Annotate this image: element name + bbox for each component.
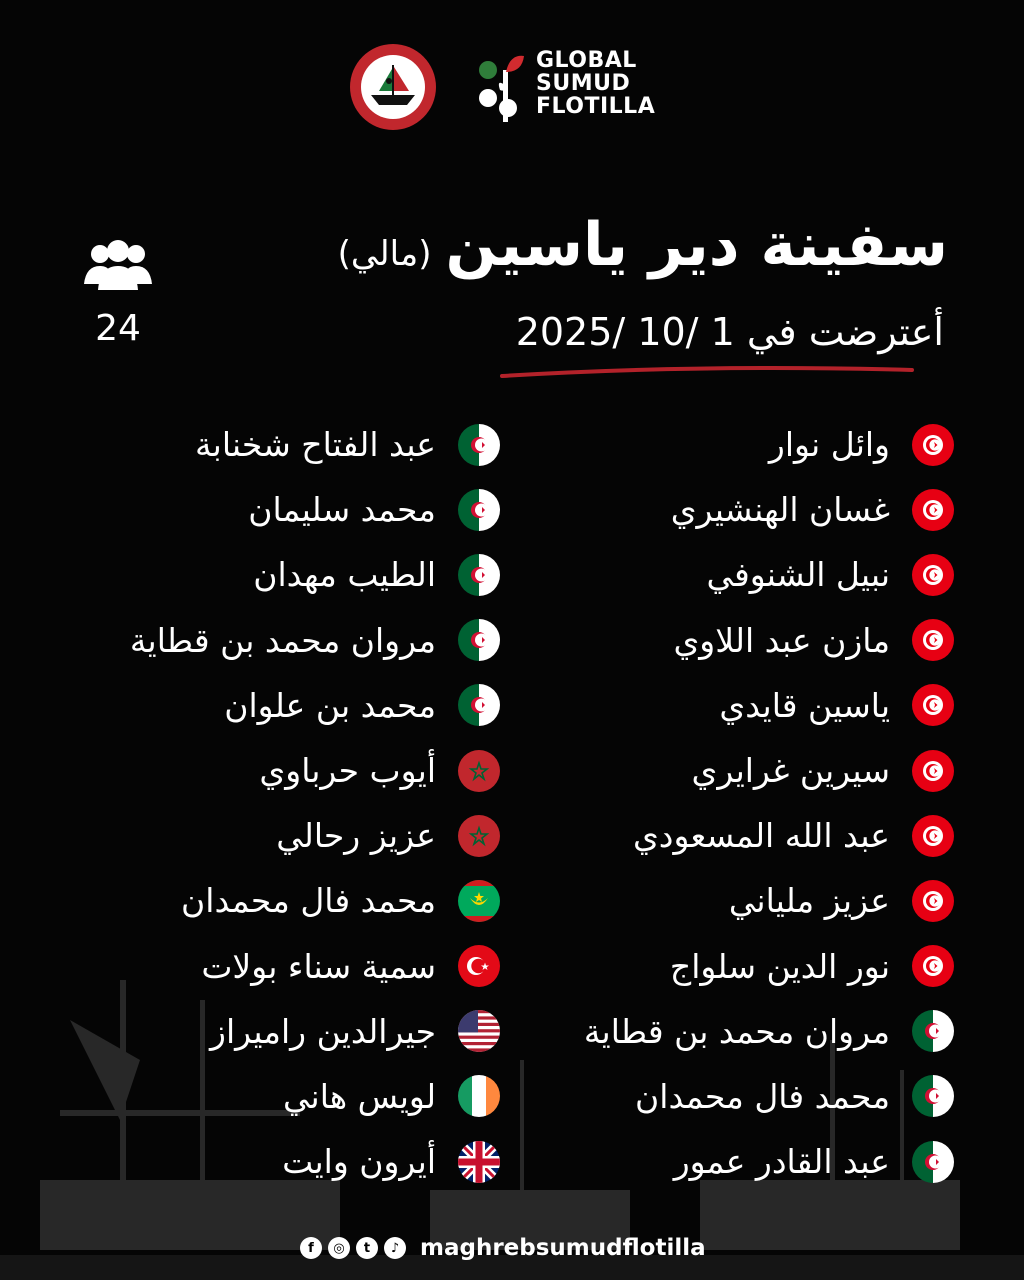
uk-flag-icon [458,1141,500,1183]
crew-member-row [484,803,954,868]
crew-member-name: نبيل الشنوفي [706,555,890,595]
date-underline-stroke [500,362,915,380]
tiktok-icon[interactable]: ♪ [384,1237,406,1259]
algeria-flag-icon [458,554,500,596]
crew-member-row [90,934,500,999]
crew-member-name: جيرالدين راميراز [210,1011,436,1051]
morocco-flag-icon [458,750,500,792]
crew-member-row [90,1064,500,1129]
crew-member-row [484,999,954,1064]
morocco-flag-icon [458,815,500,857]
crew-member-row [90,477,500,542]
crew-member-row [90,673,500,738]
mauritania-flag-icon [458,880,500,922]
tunisia-flag-icon [912,945,954,987]
crew-member-row [90,608,500,673]
tunisia-flag-icon [912,619,954,661]
tunisia-flag-icon [912,554,954,596]
crew-member-name: لويس هاني [283,1076,436,1116]
crew-member-row [484,1064,954,1129]
crew-member-name: مروان محمد بن قطاية [583,1011,890,1051]
algeria-flag-icon [458,489,500,531]
crew-member-name: محمد سليمان [248,490,436,530]
algeria-flag-icon [912,1010,954,1052]
participant-count: 24 [95,308,141,349]
crew-member-row [90,803,500,868]
crew-member-name: أيرون وايت [282,1142,436,1182]
crew-member-row [484,868,954,933]
facebook-icon[interactable]: f [300,1237,322,1259]
twitter-icon[interactable]: t [356,1237,378,1259]
page-title [338,210,948,280]
crew-member-row [484,477,954,542]
crew-member-name: مازن عبد اللاوي [673,620,890,660]
crew-member-name: عبد القادر عمور [673,1142,890,1182]
footer [300,1230,706,1266]
tunisia-flag-icon [912,424,954,466]
algeria-flag-icon [458,424,500,466]
usa-flag-icon [458,1010,500,1052]
crew-member-row [484,542,954,607]
algeria-flag-icon [912,1075,954,1117]
tunisia-flag-icon [912,489,954,531]
crew-member-name: الطيب مهدان [253,555,436,595]
crew-member-row [90,999,500,1064]
crew-member-row [90,542,500,607]
tunisia-flag-icon [912,750,954,792]
algeria-flag-icon [912,1141,954,1183]
crew-member-name: محمد فال محمدان [181,881,436,921]
crew-member-name: وائل نوار [768,425,890,465]
crew-member-name: نور الدين سلواج [669,946,890,986]
crew-member-row [484,608,954,673]
ireland-flag-icon [458,1075,500,1117]
crew-member-name: أيوب حرباوي [259,751,436,791]
crew-member-name: ياسين قايدي [719,685,890,725]
crew-member-row [90,1129,500,1194]
ship-flag-country: (مالي) [337,234,432,274]
maghreb-flotilla-logo [349,43,437,131]
interception-date: أعترضت في 1 /10 /2025 [515,310,944,354]
crew-list-left [90,412,500,1194]
algeria-flag-icon [458,684,500,726]
crew-member-row [484,1129,954,1194]
tunisia-flag-icon [912,684,954,726]
brand-wordmark [536,50,655,119]
crew-member-name: مروان محمد بن قطاية [129,620,436,660]
ship-name: سفينة دير ياسين [445,210,948,280]
turkey-flag-icon [458,945,500,987]
crew-member-row [90,412,500,477]
crew-list-right [484,412,954,1194]
crew-member-row [484,412,954,477]
brand-line-3: FLOTILLA [536,94,656,119]
brand-line-2: SUMUD [536,71,631,96]
social-handle[interactable]: maghrebsumudflotilla [420,1235,706,1261]
crew-member-name: عزيز رحالي [276,816,436,856]
crew-member-row [484,738,954,803]
people-group-icon [78,238,158,294]
tunisia-flag-icon [912,815,954,857]
crew-member-name: عبد الفتاح شخنابة [194,425,436,465]
crew-member-name: غسان الهنشيري [670,490,890,530]
algeria-flag-icon [458,619,500,661]
crew-member-name: عزيز ملياني [728,881,890,921]
crew-member-name: محمد بن علوان [224,685,436,725]
brand-line-1: GLOBAL [536,48,637,73]
crew-member-row [90,868,500,933]
crew-member-row [484,673,954,738]
instagram-icon[interactable]: ◎ [328,1237,350,1259]
crew-member-name: عبد الله المسعودي [632,816,890,856]
crew-member-name: سمية سناء بولات [201,946,436,986]
crew-member-name: محمد فال محمدان [635,1076,890,1116]
crew-member-row [484,934,954,999]
crew-member-name: سيرين غرايري [691,751,890,791]
crew-member-row [90,738,500,803]
tunisia-flag-icon [912,880,954,922]
